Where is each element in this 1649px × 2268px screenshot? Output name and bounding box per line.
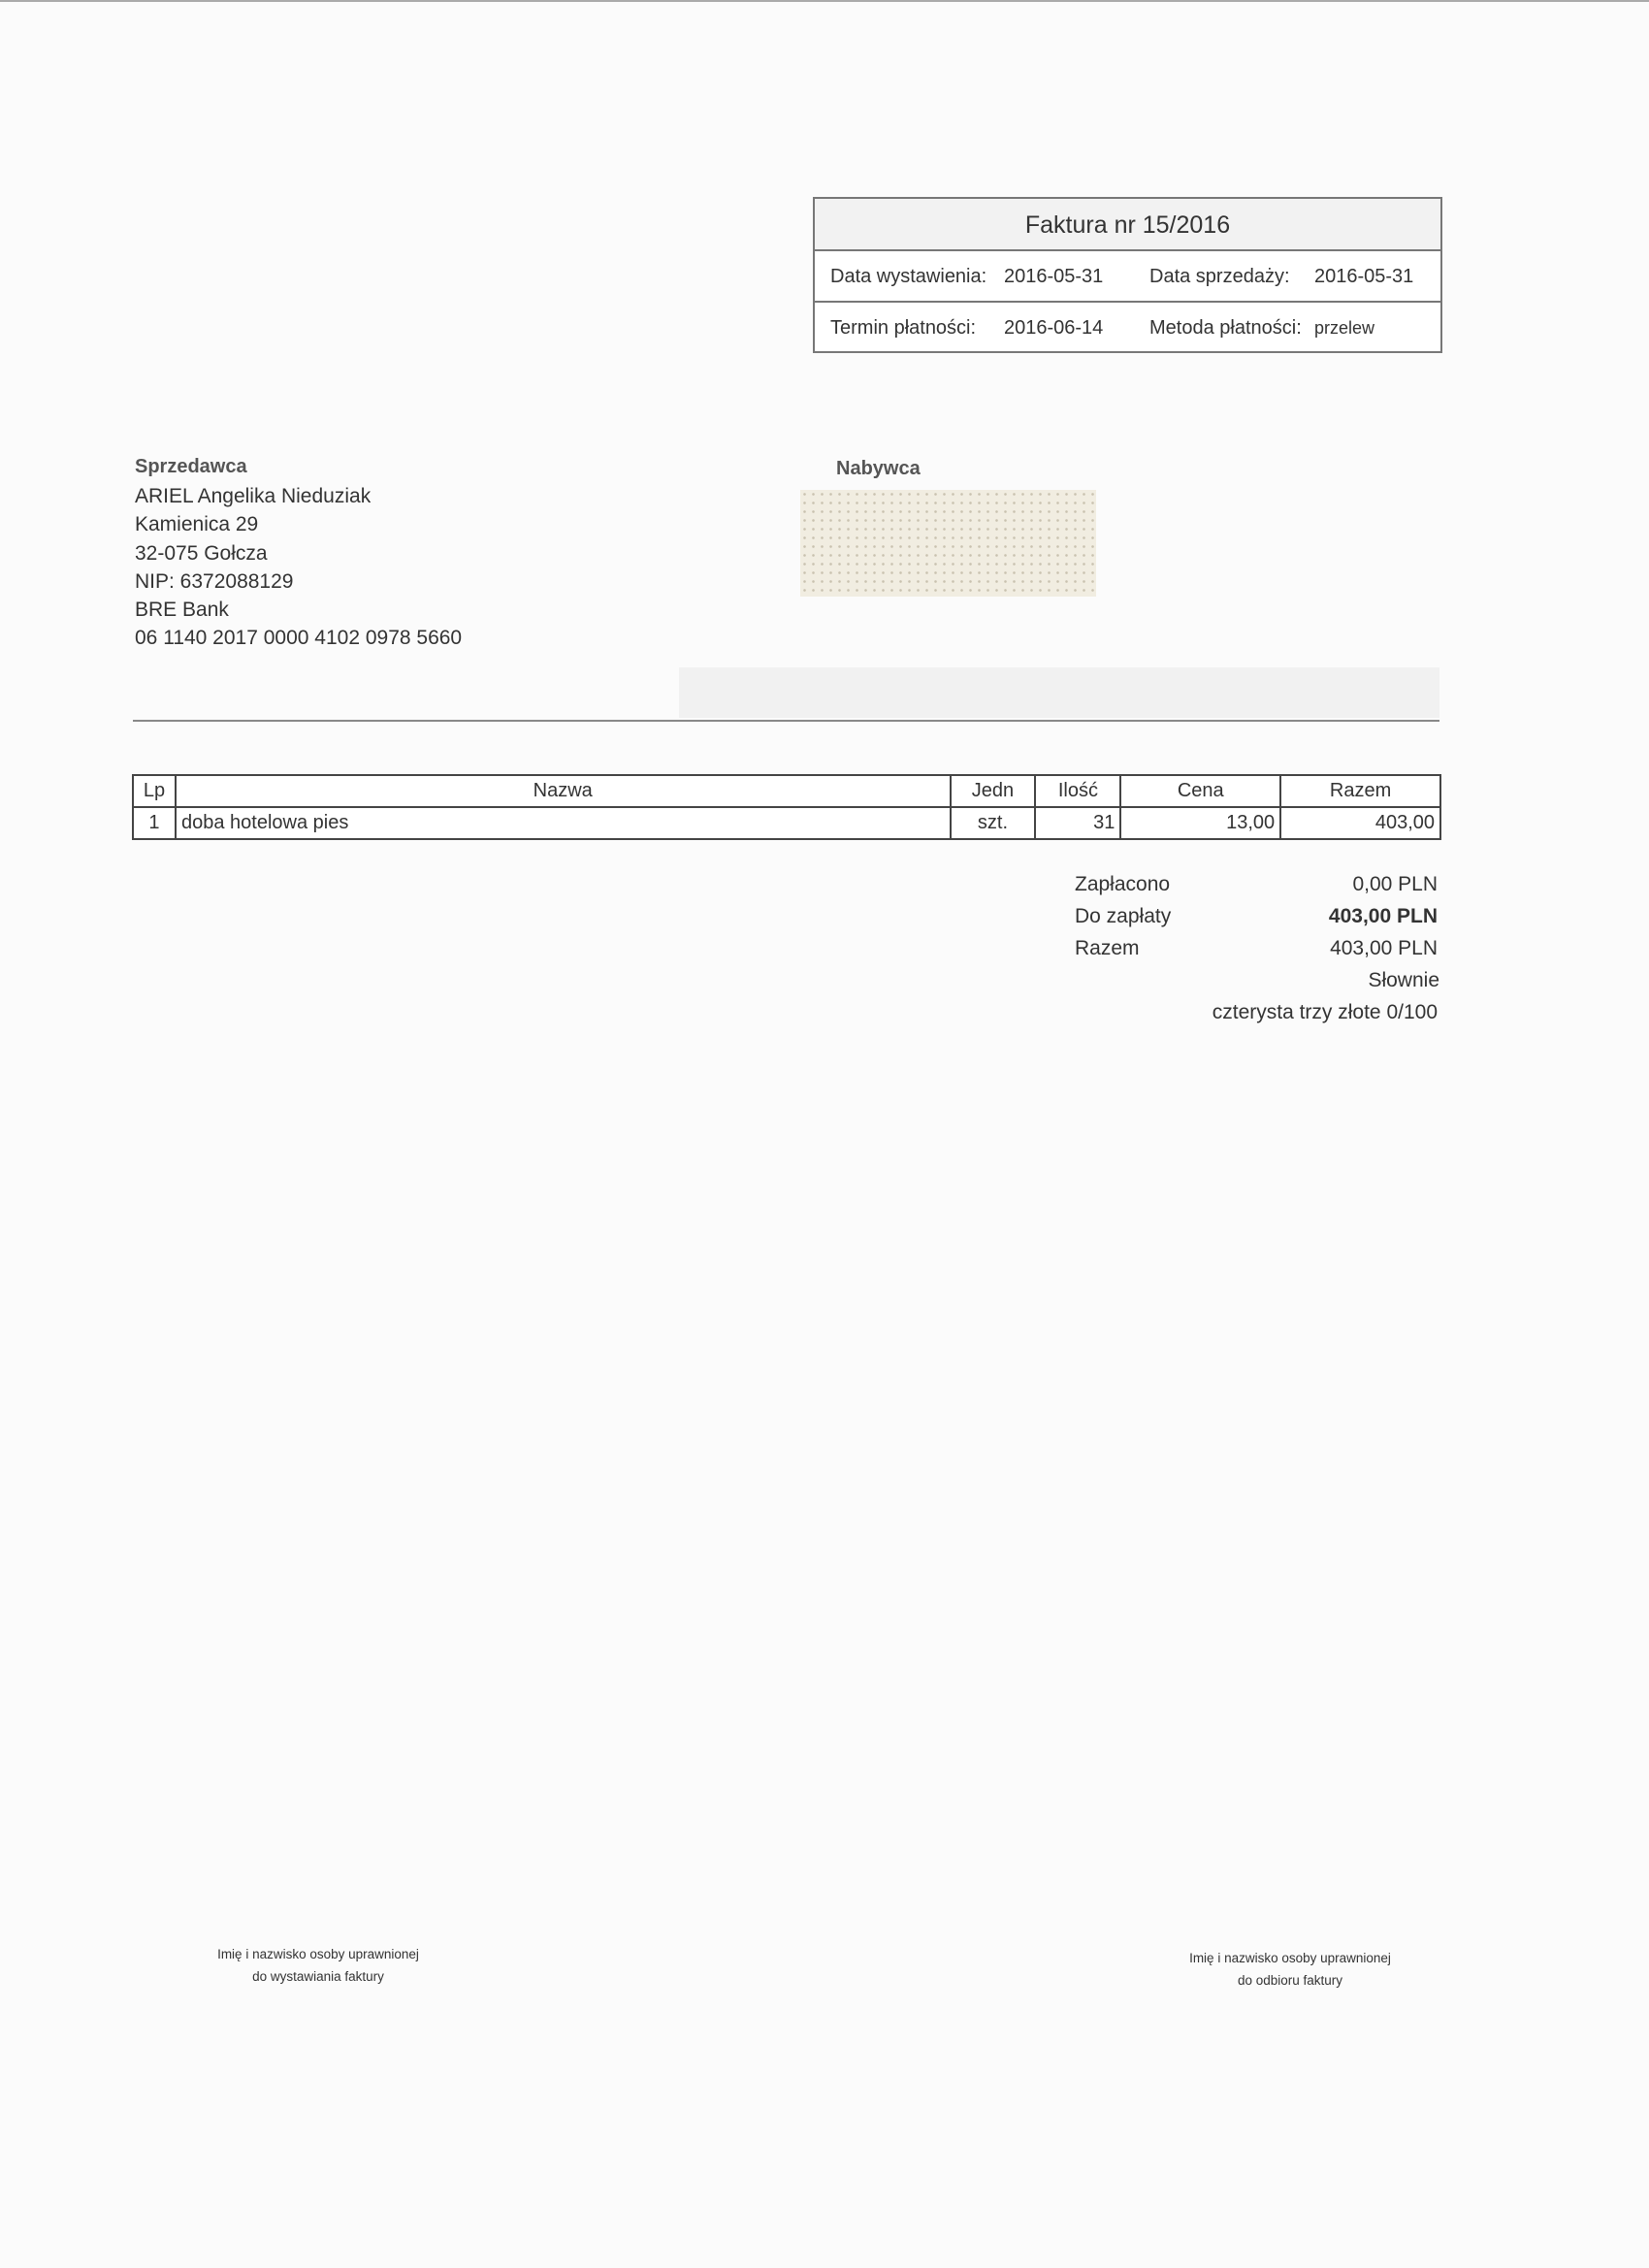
section-divider [133, 720, 1439, 722]
cell-total: 403,00 [1280, 807, 1440, 839]
col-header-price: Cena [1120, 775, 1280, 807]
scan-edge-line [0, 0, 1649, 2]
seller-bank-account: 06 1140 2017 0000 4102 0978 5660 [135, 627, 463, 650]
summary-paid-row [1075, 868, 1441, 900]
invoice-title: Faktura nr 15/2016 [815, 199, 1440, 251]
seller-nip: NIP: 6372088129 [135, 569, 294, 593]
payment-method-label: Metoda płatności: [1149, 317, 1302, 339]
seller-street: Kamienica 29 [135, 513, 259, 536]
paid-label: Zapłacono [1075, 873, 1171, 895]
issuer-signature-caption [173, 1943, 464, 1988]
table-row [133, 807, 1440, 839]
receiver-signature-line2: do odbioru faktury [1237, 1973, 1343, 1988]
cell-name: doba hotelowa pies [176, 807, 951, 839]
issuer-signature-line1: Imię i nazwisko osoby uprawnionej [217, 1947, 419, 1961]
summary-due-row [1075, 900, 1441, 932]
seller-city: 32-075 Gołcza [135, 541, 268, 565]
col-header-lp: Lp [133, 775, 176, 807]
col-header-name: Nazwa [176, 775, 951, 807]
summary-block [1075, 868, 1441, 1023]
amount-in-words-value: czterysta trzy złote 0/100 [1212, 1001, 1438, 1023]
invoice-header-box [813, 197, 1442, 353]
total-value: 403,00 PLN [1330, 937, 1438, 959]
col-header-quantity: Ilość [1035, 775, 1120, 807]
due-date-value: 2016-06-14 [1004, 317, 1104, 339]
payment-method-value: przelew [1314, 318, 1375, 338]
grey-band [679, 667, 1439, 718]
seller-name: ARIEL Angelika Nieduziak [135, 485, 372, 507]
cell-quantity: 31 [1035, 807, 1120, 839]
header-row-payment [815, 303, 1440, 352]
seller-bank-name: BRE Bank [135, 599, 229, 622]
buyer-heading: Nabywca [836, 458, 921, 479]
sale-date-label: Data sprzedaży: [1149, 266, 1290, 287]
items-table-header [133, 775, 1440, 807]
total-label: Razem [1075, 937, 1140, 959]
items-table [132, 774, 1441, 840]
sale-date-value: 2016-05-31 [1314, 266, 1414, 287]
due-value: 403,00 PLN [1328, 905, 1438, 927]
receiver-signature-caption [1145, 1947, 1436, 1992]
col-header-total: Razem [1280, 775, 1440, 807]
amount-in-words-label: Słownie [1368, 969, 1439, 991]
cell-price: 13,00 [1120, 807, 1280, 839]
col-header-unit: Jedn [951, 775, 1036, 807]
issue-date-label: Data wystawienia: [830, 266, 987, 287]
seller-details [135, 482, 462, 653]
due-label: Do zapłaty [1075, 905, 1172, 927]
seller-heading: Sprzedawca [135, 456, 247, 477]
summary-total-row [1075, 932, 1441, 964]
buyer-redacted-block [800, 490, 1096, 597]
cell-unit: szt. [951, 807, 1036, 839]
receiver-signature-line1: Imię i nazwisko osoby uprawnionej [1189, 1951, 1391, 1965]
due-date-label: Termin płatności: [830, 317, 977, 339]
header-row-dates [815, 251, 1440, 303]
cell-lp: 1 [133, 807, 176, 839]
issuer-signature-line2: do wystawiania faktury [252, 1969, 384, 1984]
paid-value: 0,00 PLN [1352, 873, 1438, 895]
issue-date-value: 2016-05-31 [1004, 266, 1104, 287]
